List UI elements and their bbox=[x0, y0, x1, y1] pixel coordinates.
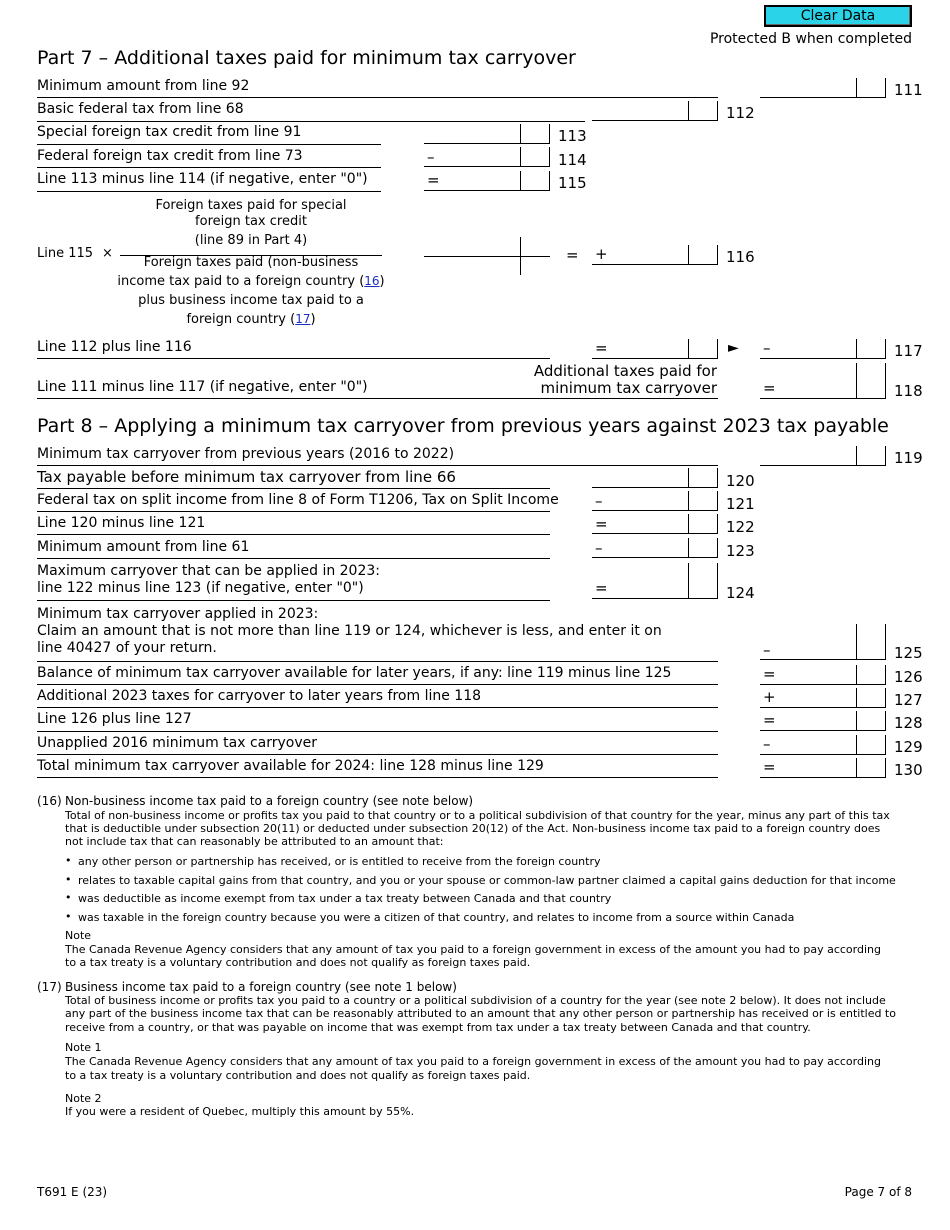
operator-minus: – bbox=[763, 339, 771, 357]
fraction-denominator-line4: foreign country (17) bbox=[186, 312, 316, 327]
line-118-label: Line 111 minus line 117 (if negative, enter "0") bbox=[37, 379, 368, 395]
line-115-field[interactable] bbox=[424, 171, 550, 191]
fraction-denominator-line1: Foreign taxes paid (non-business bbox=[143, 255, 359, 270]
line-128-field[interactable] bbox=[760, 711, 886, 731]
operator-equals: = bbox=[763, 758, 776, 776]
line-125-label-2: Claim an amount that is not more than line 119 or 124, whichever is less, and enter it on bbox=[37, 623, 662, 639]
note-17-text-2: any part of the business income tax that can be reasonably attributed to an amount that any other person or partnership has received or is entitled to bbox=[65, 1007, 896, 1020]
line-number-123: 123 bbox=[726, 542, 755, 560]
line-118-field[interactable] bbox=[760, 363, 886, 399]
line-123-field[interactable] bbox=[592, 538, 718, 558]
line-130-field[interactable] bbox=[760, 758, 886, 778]
note-16-bullet-3: was deductible as income exempt from tax under a tax treaty between Canada and that country bbox=[78, 892, 612, 905]
line-113-label: Special foreign tax credit from line 91 bbox=[37, 124, 302, 140]
note-16-number: (16) bbox=[37, 794, 62, 808]
note-16-link: (16) bbox=[359, 274, 385, 289]
operator-minus: – bbox=[763, 641, 771, 659]
line-number-120: 120 bbox=[726, 472, 755, 490]
line-116-field[interactable] bbox=[592, 245, 718, 265]
line-116-fraction-field[interactable] bbox=[424, 237, 550, 275]
operator-minus: – bbox=[595, 539, 603, 557]
line-number-116: 116 bbox=[726, 248, 755, 266]
line-114-label: Federal foreign tax credit from line 73 bbox=[37, 148, 303, 164]
fraction-numerator-line2: foreign tax credit bbox=[195, 214, 307, 229]
line-123-label: Minimum amount from line 61 bbox=[37, 539, 250, 555]
times-sign: × bbox=[102, 246, 113, 261]
operator-equals: = bbox=[427, 171, 440, 189]
note-17-note1-text-2: to a tax treaty is a voluntary contribution and does not qualify as foreign taxes paid. bbox=[65, 1069, 531, 1082]
line-number-111: 111 bbox=[894, 81, 923, 99]
line-112-label: Basic federal tax from line 68 bbox=[37, 101, 244, 117]
line-125-field[interactable] bbox=[760, 624, 886, 660]
arrow-right-icon: ► bbox=[728, 340, 739, 356]
note-17-text-1: Total of business income or profits tax you paid to a country or a political subdivision of a country for the year (see note 2 below). It does not include bbox=[65, 994, 886, 1007]
line-number-112: 112 bbox=[726, 104, 755, 122]
line-127-field[interactable] bbox=[760, 688, 886, 708]
line-127-label: Additional 2023 taxes for carryover to later years from line 118 bbox=[37, 688, 482, 704]
line-126-label: Balance of minimum tax carryover available for later years, if any: line 119 minus line 125 bbox=[37, 665, 672, 681]
line-117-field[interactable] bbox=[760, 339, 886, 359]
fraction-numerator-line3: (line 89 in Part 4) bbox=[194, 233, 308, 248]
note-17-note2-heading: Note 2 bbox=[65, 1092, 102, 1105]
line-130-label: Total minimum tax carryover available for 2024: line 128 minus line 129 bbox=[37, 758, 544, 774]
footnote-17-link[interactable]: 17 bbox=[295, 312, 311, 326]
line-121-field[interactable] bbox=[592, 491, 718, 511]
line-113-field[interactable] bbox=[424, 124, 550, 144]
note-16-bullet-2: relates to taxable capital gains from that country, and you or your spouse or common-law partner claimed a capital gains deduction for that income bbox=[78, 874, 896, 887]
note-17-text-3: receive from a country, or that was payable on income that was exempt from tax under a tax treaty between Canada and that country. bbox=[65, 1021, 811, 1034]
line-118-right-label-1: Additional taxes paid for bbox=[533, 362, 717, 380]
line-120-label: Tax payable before minimum tax carryover from line 66 bbox=[37, 468, 456, 486]
bullet-icon: • bbox=[65, 891, 72, 904]
note-16-text-3: not include tax that can reasonably be attributed to an amount that: bbox=[65, 835, 444, 848]
line-122-label: Line 120 minus line 121 bbox=[37, 515, 206, 531]
line-number-117: 117 bbox=[894, 342, 923, 360]
note-16-text-1: Total of non-business income or profits tax you paid to that country or to a political subdivision of that country for the year, minus any part of this tax bbox=[65, 809, 890, 822]
operator-minus: – bbox=[595, 492, 603, 510]
line-124-label-2: line 122 minus line 123 (if negative, enter "0") bbox=[37, 580, 364, 596]
operator-equals: = bbox=[595, 339, 608, 357]
note-17-title: Business income tax paid to a foreign country (see note 1 below) bbox=[65, 980, 457, 994]
operator-minus: – bbox=[427, 148, 435, 166]
note-17-note2-text: If you were a resident of Quebec, multiply this amount by 55%. bbox=[65, 1105, 415, 1118]
line-number-126: 126 bbox=[894, 668, 923, 686]
line-118-right-label-2: minimum tax carryover bbox=[540, 379, 717, 397]
line-111-field[interactable] bbox=[760, 78, 886, 98]
line-number-129: 129 bbox=[894, 738, 923, 756]
line-119-field[interactable] bbox=[760, 446, 886, 466]
line-121-label: Federal tax on split income from line 8 of Form T1206, Tax on Split Income bbox=[37, 492, 559, 508]
note-17-number: (17) bbox=[37, 980, 62, 994]
operator-equals: = bbox=[763, 711, 776, 729]
line-number-125: 125 bbox=[894, 644, 923, 662]
operator-minus: – bbox=[763, 735, 771, 753]
line-119-label: Minimum tax carryover from previous years (2016 to 2022) bbox=[37, 446, 455, 462]
line-number-113: 113 bbox=[558, 127, 587, 145]
fraction-denominator-line3: plus business income tax paid to a bbox=[138, 293, 364, 308]
line-112-field[interactable] bbox=[592, 101, 718, 121]
form-id: T691 E (23) bbox=[37, 1185, 108, 1199]
bullet-icon: • bbox=[65, 854, 72, 867]
line-number-119: 119 bbox=[894, 449, 923, 467]
line-128-label: Line 126 plus line 127 bbox=[37, 711, 192, 727]
line-number-115: 115 bbox=[558, 174, 587, 192]
line-120-field[interactable] bbox=[592, 468, 718, 488]
line-number-121: 121 bbox=[726, 495, 755, 513]
operator-equals: = bbox=[595, 515, 608, 533]
line-111-label: Minimum amount from line 92 bbox=[37, 78, 250, 94]
bullet-icon: • bbox=[65, 910, 72, 923]
footnote-16-link[interactable]: 16 bbox=[364, 274, 380, 288]
line-116-prefix: Line 115 bbox=[37, 246, 94, 261]
operator-equals: = bbox=[763, 379, 776, 397]
line-number-130: 130 bbox=[894, 761, 923, 779]
line-125-label-3: line 40427 of your return. bbox=[37, 640, 217, 656]
note-17-note1-text-1: The Canada Revenue Agency considers that any amount of tax you paid to a foreign government in excess of the amount you had to pay according bbox=[65, 1055, 881, 1068]
line-114-field[interactable] bbox=[424, 147, 550, 167]
page-number: Page 7 of 8 bbox=[844, 1185, 912, 1199]
line-number-128: 128 bbox=[894, 714, 923, 732]
line-number-127: 127 bbox=[894, 691, 923, 709]
note-16-text-2: that is deductible under subsection 20(11) or deducted under subsection 20(12) of the Act. Non-business income tax paid to a foreign country does bbox=[65, 822, 881, 835]
note-16-title: Non-business income tax paid to a foreign country (see note below) bbox=[65, 794, 474, 808]
clear-data-button[interactable]: Clear Data bbox=[764, 5, 912, 27]
fraction-numerator-line1: Foreign taxes paid for special bbox=[155, 198, 347, 213]
line-126-field[interactable] bbox=[760, 665, 886, 685]
line-129-field[interactable] bbox=[760, 735, 886, 755]
line-117-label: Line 112 plus line 116 bbox=[37, 339, 192, 355]
fraction-denominator-line2: income tax paid to a foreign country (16) bbox=[117, 274, 385, 289]
line-124-label-1: Maximum carryover that can be applied in 2023: bbox=[37, 563, 380, 579]
line-115-label: Line 113 minus line 114 (if negative, enter "0") bbox=[37, 171, 368, 187]
line-number-114: 114 bbox=[558, 151, 587, 169]
operator-equals: = bbox=[566, 246, 579, 264]
note-16-bullet-4: was taxable in the foreign country because you were a citizen of that country, and relates to income from a source within Canada bbox=[78, 911, 795, 924]
note-16-note-text-1: The Canada Revenue Agency considers that any amount of tax you paid to a foreign government in excess of the amount you had to pay according bbox=[65, 943, 881, 956]
operator-plus: + bbox=[595, 245, 608, 263]
part7-title: Part 7 – Additional taxes paid for minimum tax carryover bbox=[37, 47, 576, 69]
protected-label: Protected B when completed bbox=[709, 31, 912, 47]
line-125-label-1: Minimum tax carryover applied in 2023: bbox=[37, 606, 319, 622]
line-122-field[interactable] bbox=[592, 514, 718, 534]
line-117-left-field[interactable] bbox=[592, 339, 718, 359]
note-16-bullet-1: any other person or partnership has received, or is entitled to receive from the foreign country bbox=[78, 855, 601, 868]
note-16-note-heading: Note bbox=[65, 929, 92, 942]
operator-equals: = bbox=[595, 579, 608, 597]
part8-title: Part 8 – Applying a minimum tax carryover from previous years against 2023 tax payable bbox=[37, 415, 889, 437]
line-number-118: 118 bbox=[894, 382, 923, 400]
note-17-note1-heading: Note 1 bbox=[65, 1041, 102, 1054]
line-129-label: Unapplied 2016 minimum tax carryover bbox=[37, 735, 318, 751]
note-16-note-text-2: to a tax treaty is a voluntary contribution and does not qualify as foreign taxes paid. bbox=[65, 956, 531, 969]
line-124-field[interactable] bbox=[592, 563, 718, 599]
line-number-122: 122 bbox=[726, 518, 755, 536]
bullet-icon: • bbox=[65, 873, 72, 886]
line-number-124: 124 bbox=[726, 584, 755, 602]
operator-equals: = bbox=[763, 665, 776, 683]
operator-plus: + bbox=[763, 688, 776, 706]
